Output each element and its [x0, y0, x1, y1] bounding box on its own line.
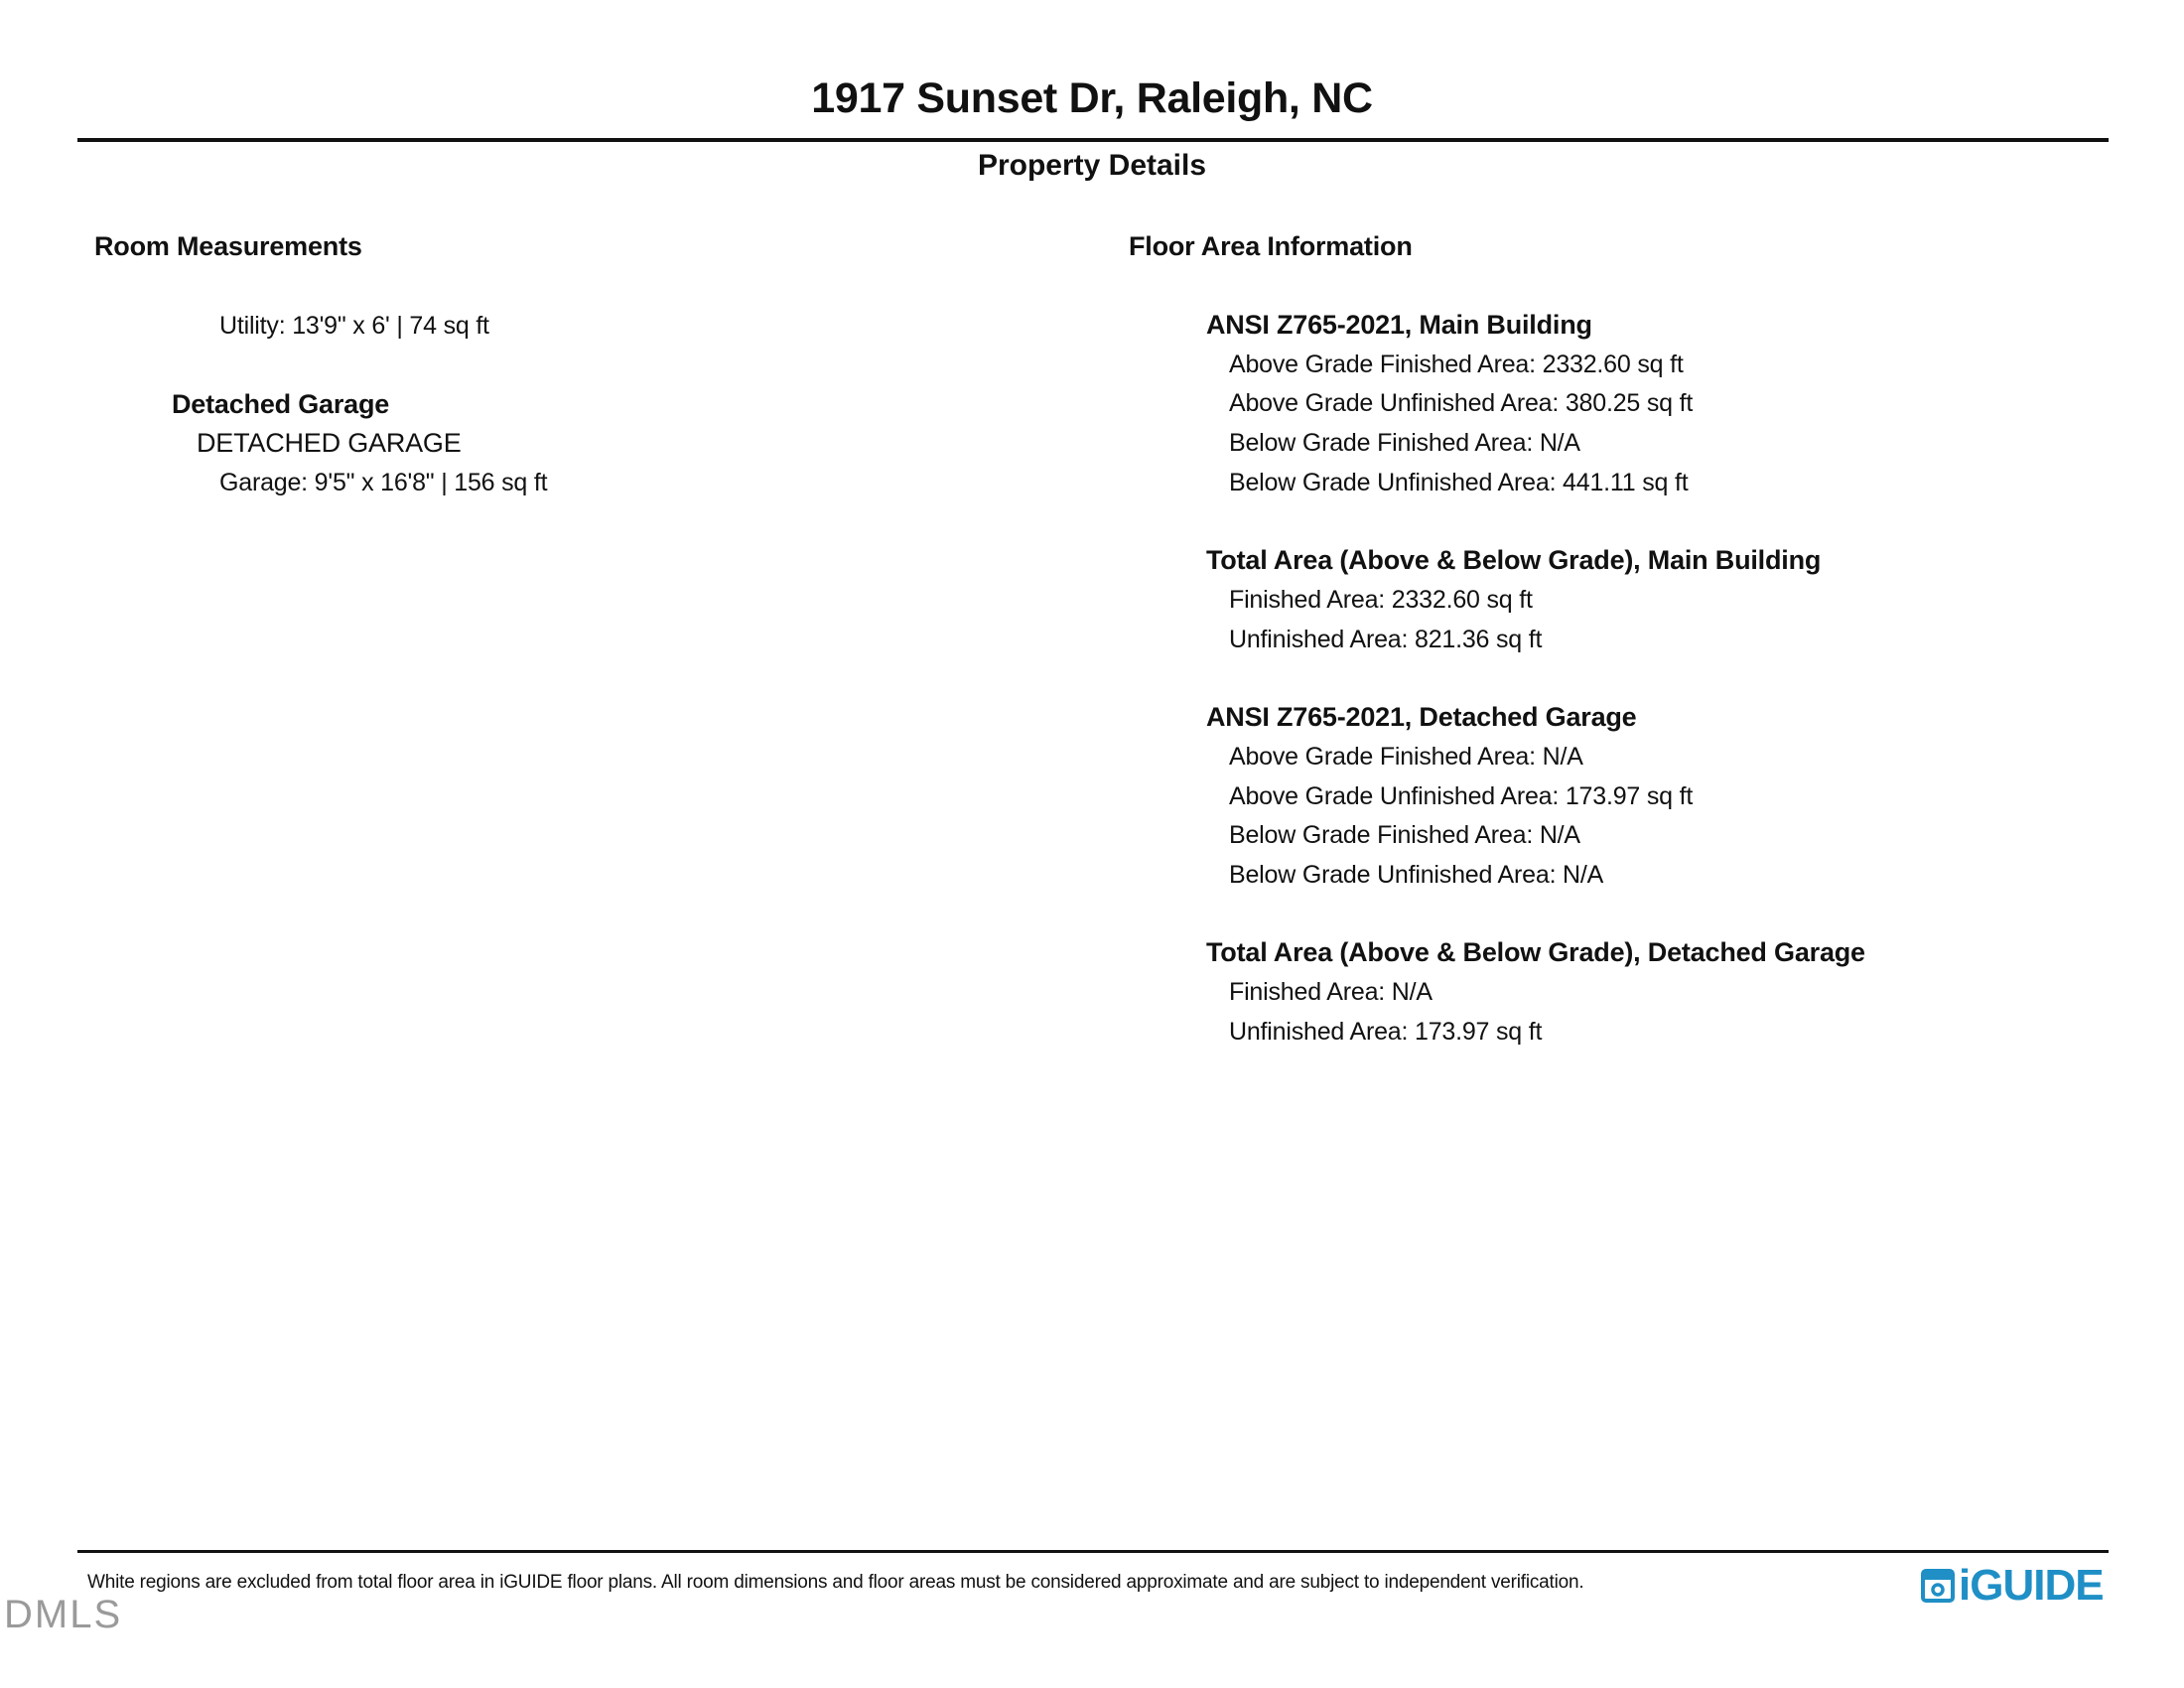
area-line: Below Grade Unfinished Area: 441.11 sq ft [1229, 469, 1689, 496]
area-line: Above Grade Finished Area: 2332.60 sq ft [1229, 351, 1684, 378]
area-line: Below Grade Unfinished Area: N/A [1229, 861, 1604, 889]
detached-garage-heading: Detached Garage [172, 389, 390, 419]
area-line: Unfinished Area: 821.36 sq ft [1229, 626, 1543, 653]
footer-divider [77, 1550, 2109, 1553]
page-title: 1917 Sunset Dr, Raleigh, NC [811, 74, 1373, 122]
iguide-brand [1921, 1561, 2104, 1611]
area-line: Above Grade Finished Area: N/A [1229, 743, 1583, 771]
dmls-watermark: DMLS [4, 1593, 123, 1636]
area-line: Unfinished Area: 173.97 sq ft [1229, 1018, 1543, 1046]
area-line: Above Grade Unfinished Area: 173.97 sq ft [1229, 782, 1694, 810]
section-title: Total Area (Above & Below Grade), Main Building [1206, 545, 1822, 575]
room-utility: Utility: 13'9" x 6' | 74 sq ft [219, 312, 489, 340]
floor-area-heading: Floor Area Information [1129, 231, 1413, 261]
area-line: Above Grade Unfinished Area: 380.25 sq ft [1229, 389, 1694, 417]
room-garage: Garage: 9'5" x 16'8" | 156 sq ft [219, 469, 548, 496]
area-line: Below Grade Finished Area: N/A [1229, 821, 1580, 849]
area-line: Below Grade Finished Area: N/A [1229, 429, 1580, 457]
section-title: ANSI Z765-2021, Detached Garage [1206, 702, 1637, 732]
area-line: Finished Area: 2332.60 sq ft [1229, 586, 1533, 614]
detached-garage-level: DETACHED GARAGE [197, 428, 462, 458]
disclaimer-text: White regions are excluded from total floor area in iGUIDE floor plans. All room dimensions and floor areas must be considered approximate and are subject to independent verification. [87, 1572, 1584, 1593]
room-measurements-heading: Room Measurements [94, 231, 362, 261]
page-subtitle: Property Details [977, 149, 1207, 182]
section-title: Total Area (Above & Below Grade), Detached Garage [1206, 937, 1865, 967]
area-line: Finished Area: N/A [1229, 978, 1433, 1006]
title-divider [77, 138, 2109, 142]
iguide-logo-icon [1921, 1569, 1955, 1603]
brand-name: iGUIDE [1959, 1561, 2104, 1610]
section-title: ANSI Z765-2021, Main Building [1206, 310, 1592, 340]
